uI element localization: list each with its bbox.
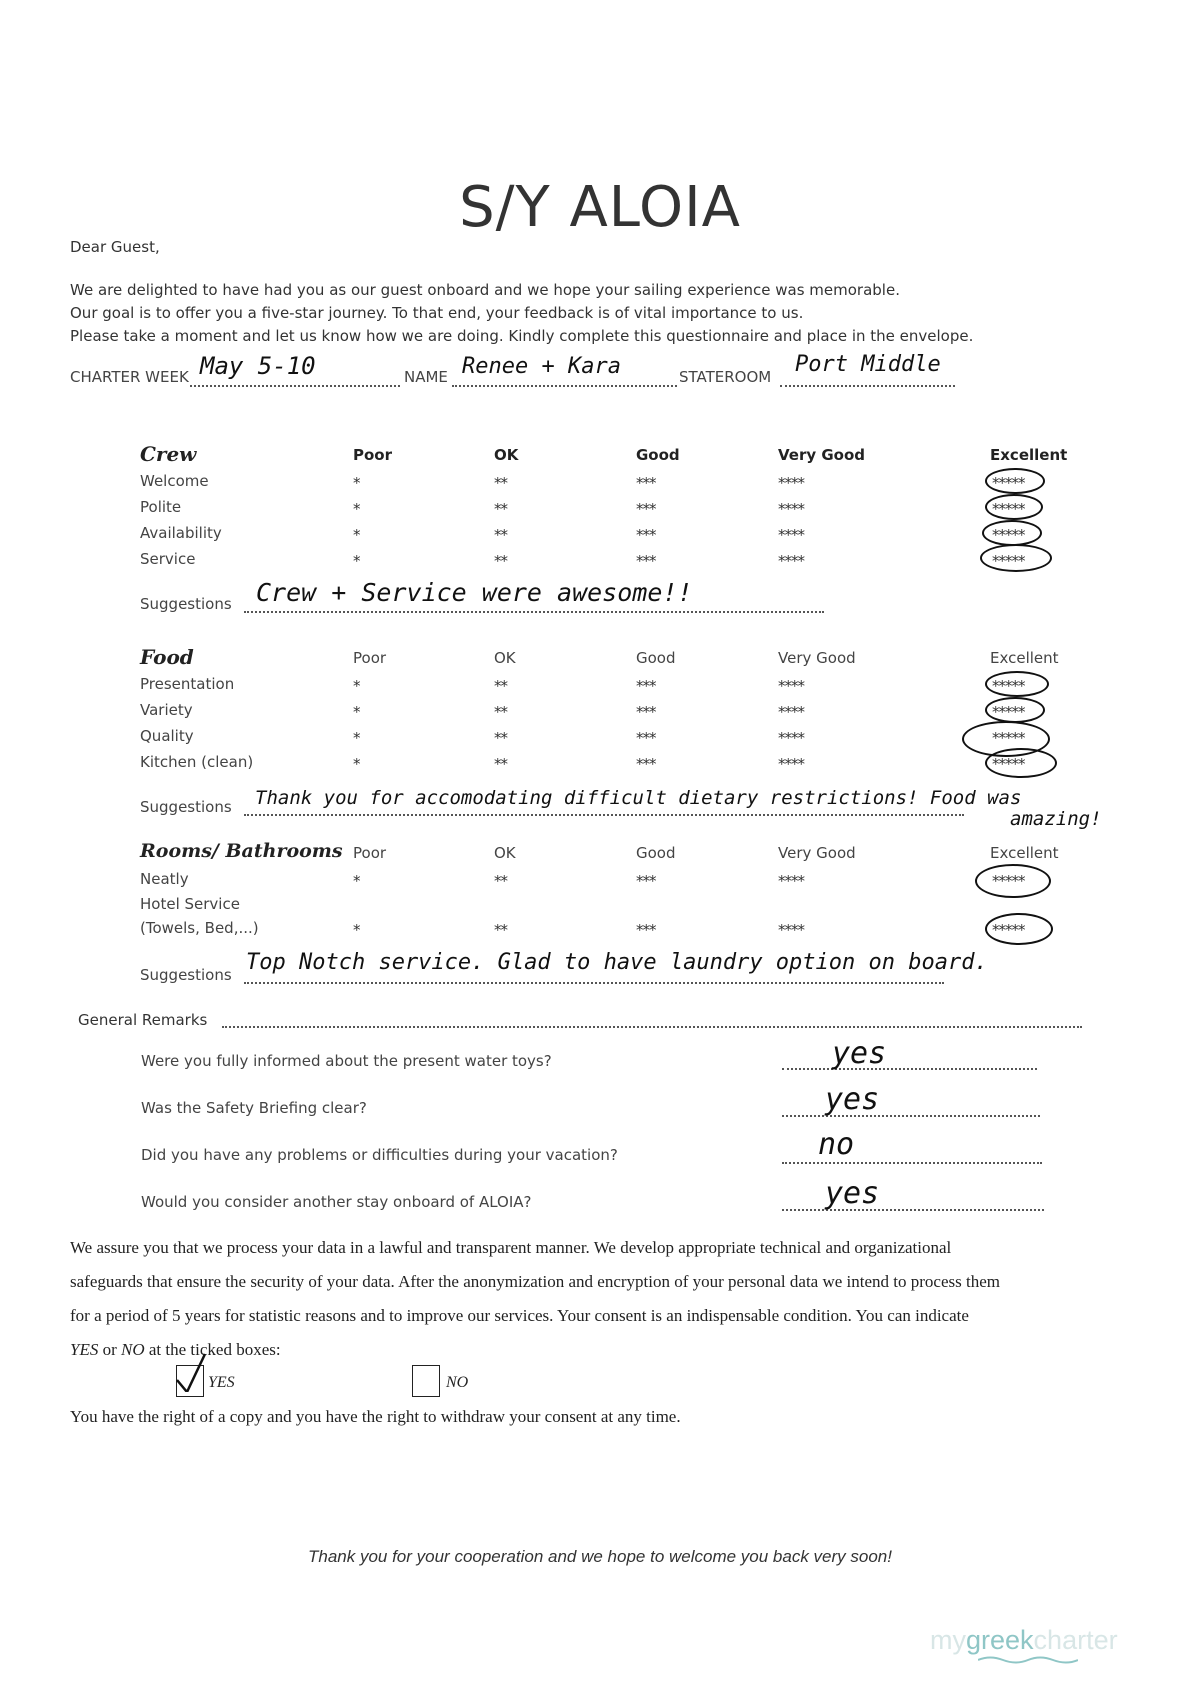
watermark-logo: mygreekcharter — [930, 1625, 1118, 1656]
selection-circle — [985, 671, 1049, 697]
selection-circle — [985, 913, 1053, 945]
rating-header-excellent: Excellent — [990, 649, 1059, 667]
star-2[interactable]: ** — [494, 500, 507, 518]
answer-another-stay[interactable]: yes — [825, 1176, 880, 1211]
food-suggestions-label: Suggestions — [140, 798, 232, 816]
star-3[interactable]: *** — [636, 526, 656, 544]
star-5[interactable]: ***** — [992, 500, 1025, 518]
star-4[interactable]: **** — [778, 474, 804, 492]
intro-line-3: Please take a moment and let us know how we are doing. Kindly complete this questionnaire and place in the envelope. — [70, 327, 974, 345]
star-2[interactable]: ** — [494, 703, 507, 721]
star-1[interactable]: * — [353, 526, 360, 544]
rating-header-ok: OK — [494, 844, 516, 862]
star-5[interactable]: ***** — [992, 755, 1025, 773]
crew-suggestion-text[interactable]: Crew + Service were awesome!! — [256, 578, 693, 607]
rating-header-good: Good — [636, 844, 676, 862]
selection-circle — [982, 520, 1042, 546]
food-item-quality: Quality — [140, 727, 194, 745]
star-1[interactable]: * — [353, 703, 360, 721]
star-2[interactable]: ** — [494, 526, 507, 544]
section-title-crew: Crew — [140, 442, 197, 466]
star-1[interactable]: * — [353, 552, 360, 570]
star-3[interactable]: *** — [636, 500, 656, 518]
food-item-variety: Variety — [140, 701, 193, 719]
star-5[interactable]: ***** — [992, 552, 1025, 570]
star-1[interactable]: * — [353, 755, 360, 773]
star-4[interactable]: **** — [778, 526, 804, 544]
consent-yes-checkbox[interactable] — [176, 1365, 204, 1397]
stateroom-label: STATEROOM — [679, 368, 772, 386]
star-4[interactable]: **** — [778, 921, 804, 939]
answer-problems[interactable]: no — [818, 1127, 855, 1162]
rating-header-excellent: Excellent — [990, 446, 1068, 464]
rooms-item-hotel-service: Hotel Service — [140, 895, 240, 913]
star-2[interactable]: ** — [494, 677, 507, 695]
rights-statement: You have the right of a copy and you have the right to withdraw your consent at any time. — [70, 1407, 681, 1426]
rating-header-excellent: Excellent — [990, 844, 1059, 862]
wave-icon — [978, 1655, 1078, 1665]
section-title-rooms: Rooms/ Bathrooms — [140, 840, 343, 862]
rating-header-very-good: Very Good — [778, 649, 856, 667]
privacy-line-3: for a period of 5 years for statistic reasons and to improve our services. Your consent is an indispensable condition. You can indicate — [70, 1306, 969, 1325]
answer-water-toys[interactable]: yes — [832, 1036, 887, 1071]
star-2[interactable]: ** — [494, 474, 507, 492]
consent-no-checkbox[interactable] — [412, 1365, 440, 1397]
star-3[interactable]: *** — [636, 872, 656, 890]
document-title: S/Y ALOIA — [459, 175, 741, 240]
star-5[interactable]: ***** — [992, 703, 1025, 721]
star-5[interactable]: ***** — [992, 474, 1025, 492]
star-3[interactable]: *** — [636, 703, 656, 721]
name-label: NAME — [404, 368, 448, 386]
star-3[interactable]: *** — [636, 729, 656, 747]
star-3[interactable]: *** — [636, 552, 656, 570]
selection-circle — [980, 544, 1052, 572]
star-1[interactable]: * — [353, 729, 360, 747]
question-water-toys: Were you fully informed about the present water toys? — [141, 1052, 552, 1070]
selection-circle — [985, 697, 1045, 723]
star-3[interactable]: *** — [636, 677, 656, 695]
star-2[interactable]: ** — [494, 921, 507, 939]
rating-header-ok: OK — [494, 446, 519, 464]
rating-header-poor: Poor — [353, 844, 387, 862]
rating-header-poor: Poor — [353, 649, 387, 667]
star-1[interactable]: * — [353, 500, 360, 518]
star-1[interactable]: * — [353, 474, 360, 492]
food-item-presentation: Presentation — [140, 675, 235, 693]
star-5[interactable]: ***** — [992, 872, 1025, 890]
privacy-line-2: safeguards that ensure the security of your data. After the anonymization and encryption of your personal data we intend to process them — [70, 1272, 1000, 1291]
star-5[interactable]: ***** — [992, 677, 1025, 695]
charter-week-label: CHARTER WEEK — [70, 368, 189, 386]
star-2[interactable]: ** — [494, 552, 507, 570]
star-1[interactable]: * — [353, 872, 360, 890]
question-safety-briefing: Was the Safety Briefing clear? — [141, 1099, 367, 1117]
rating-header-good: Good — [636, 446, 680, 464]
charter-week-value[interactable]: May 5-10 — [200, 352, 316, 380]
star-4[interactable]: **** — [778, 500, 804, 518]
star-2[interactable]: ** — [494, 872, 507, 890]
star-4[interactable]: **** — [778, 677, 804, 695]
privacy-line-1: We assure you that we process your data in a lawful and transparent manner. We develop appropriate technical and organizational — [70, 1238, 952, 1257]
question-problems: Did you have any problems or difficulties during your vacation? — [141, 1146, 618, 1164]
star-4[interactable]: **** — [778, 729, 804, 747]
crew-suggestions-label: Suggestions — [140, 595, 232, 613]
crew-item-service: Service — [140, 550, 196, 568]
star-4[interactable]: **** — [778, 552, 804, 570]
star-2[interactable]: ** — [494, 729, 507, 747]
selection-circle — [985, 748, 1057, 778]
rooms-suggestions-label: Suggestions — [140, 966, 232, 984]
name-value[interactable]: Renee + Kara — [462, 354, 621, 379]
star-4[interactable]: **** — [778, 755, 804, 773]
rating-header-poor: Poor — [353, 446, 393, 464]
star-5[interactable]: ***** — [992, 921, 1025, 939]
star-4[interactable]: **** — [778, 872, 804, 890]
star-4[interactable]: **** — [778, 703, 804, 721]
food-item-kitchen: Kitchen (clean) — [140, 753, 254, 771]
check-mark-icon — [171, 1352, 211, 1392]
star-5[interactable]: ***** — [992, 729, 1025, 747]
intro-line-1: We are delighted to have had you as our guest onboard and we hope your sailing experience was memorable. — [70, 281, 900, 299]
selection-circle — [985, 494, 1043, 520]
footer-thanks: Thank you for your cooperation and we hope to welcome you back very soon! — [307, 1547, 892, 1566]
rating-header-ok: OK — [494, 649, 516, 667]
rating-header-good: Good — [636, 649, 676, 667]
food-suggestion-text-line2[interactable]: amazing! — [1010, 808, 1102, 830]
selection-circle — [985, 468, 1045, 494]
greeting: Dear Guest, — [70, 238, 160, 256]
food-suggestion-text-line1[interactable]: Thank you for accomodating difficult dietary restrictions! Food was — [255, 787, 1022, 809]
star-2[interactable]: ** — [494, 755, 507, 773]
crew-item-availability: Availability — [140, 524, 222, 542]
consent-no-label: NO — [446, 1374, 469, 1391]
crew-item-welcome: Welcome — [140, 472, 209, 490]
rooms-suggestion-text[interactable]: Top Notch service. Glad to have laundry option on board. — [246, 950, 988, 975]
star-1[interactable]: * — [353, 921, 360, 939]
star-3[interactable]: *** — [636, 755, 656, 773]
consent-prompt: YES or NO at the ticked boxes: — [70, 1340, 281, 1359]
selection-circle — [975, 864, 1051, 898]
crew-item-polite: Polite — [140, 498, 182, 516]
rating-header-very-good: Very Good — [778, 446, 866, 464]
general-remarks-label: General Remarks — [78, 1011, 208, 1029]
star-1[interactable]: * — [353, 677, 360, 695]
star-3[interactable]: *** — [636, 921, 656, 939]
rooms-item-towels-bed: (Towels, Bed,...) — [140, 919, 259, 937]
stateroom-value[interactable]: Port Middle — [795, 352, 941, 377]
section-title-food: Food — [140, 645, 194, 669]
answer-safety-briefing[interactable]: yes — [825, 1082, 880, 1117]
star-5[interactable]: ***** — [992, 526, 1025, 544]
question-another-stay: Would you consider another stay onboard of ALOIA? — [141, 1193, 532, 1211]
rating-header-very-good: Very Good — [778, 844, 856, 862]
intro-line-2: Our goal is to offer you a five-star journey. To that end, your feedback is of vital importance to us. — [70, 304, 804, 322]
star-3[interactable]: *** — [636, 474, 656, 492]
rooms-item-neatly: Neatly — [140, 870, 189, 888]
consent-yes-label: YES — [208, 1374, 235, 1391]
